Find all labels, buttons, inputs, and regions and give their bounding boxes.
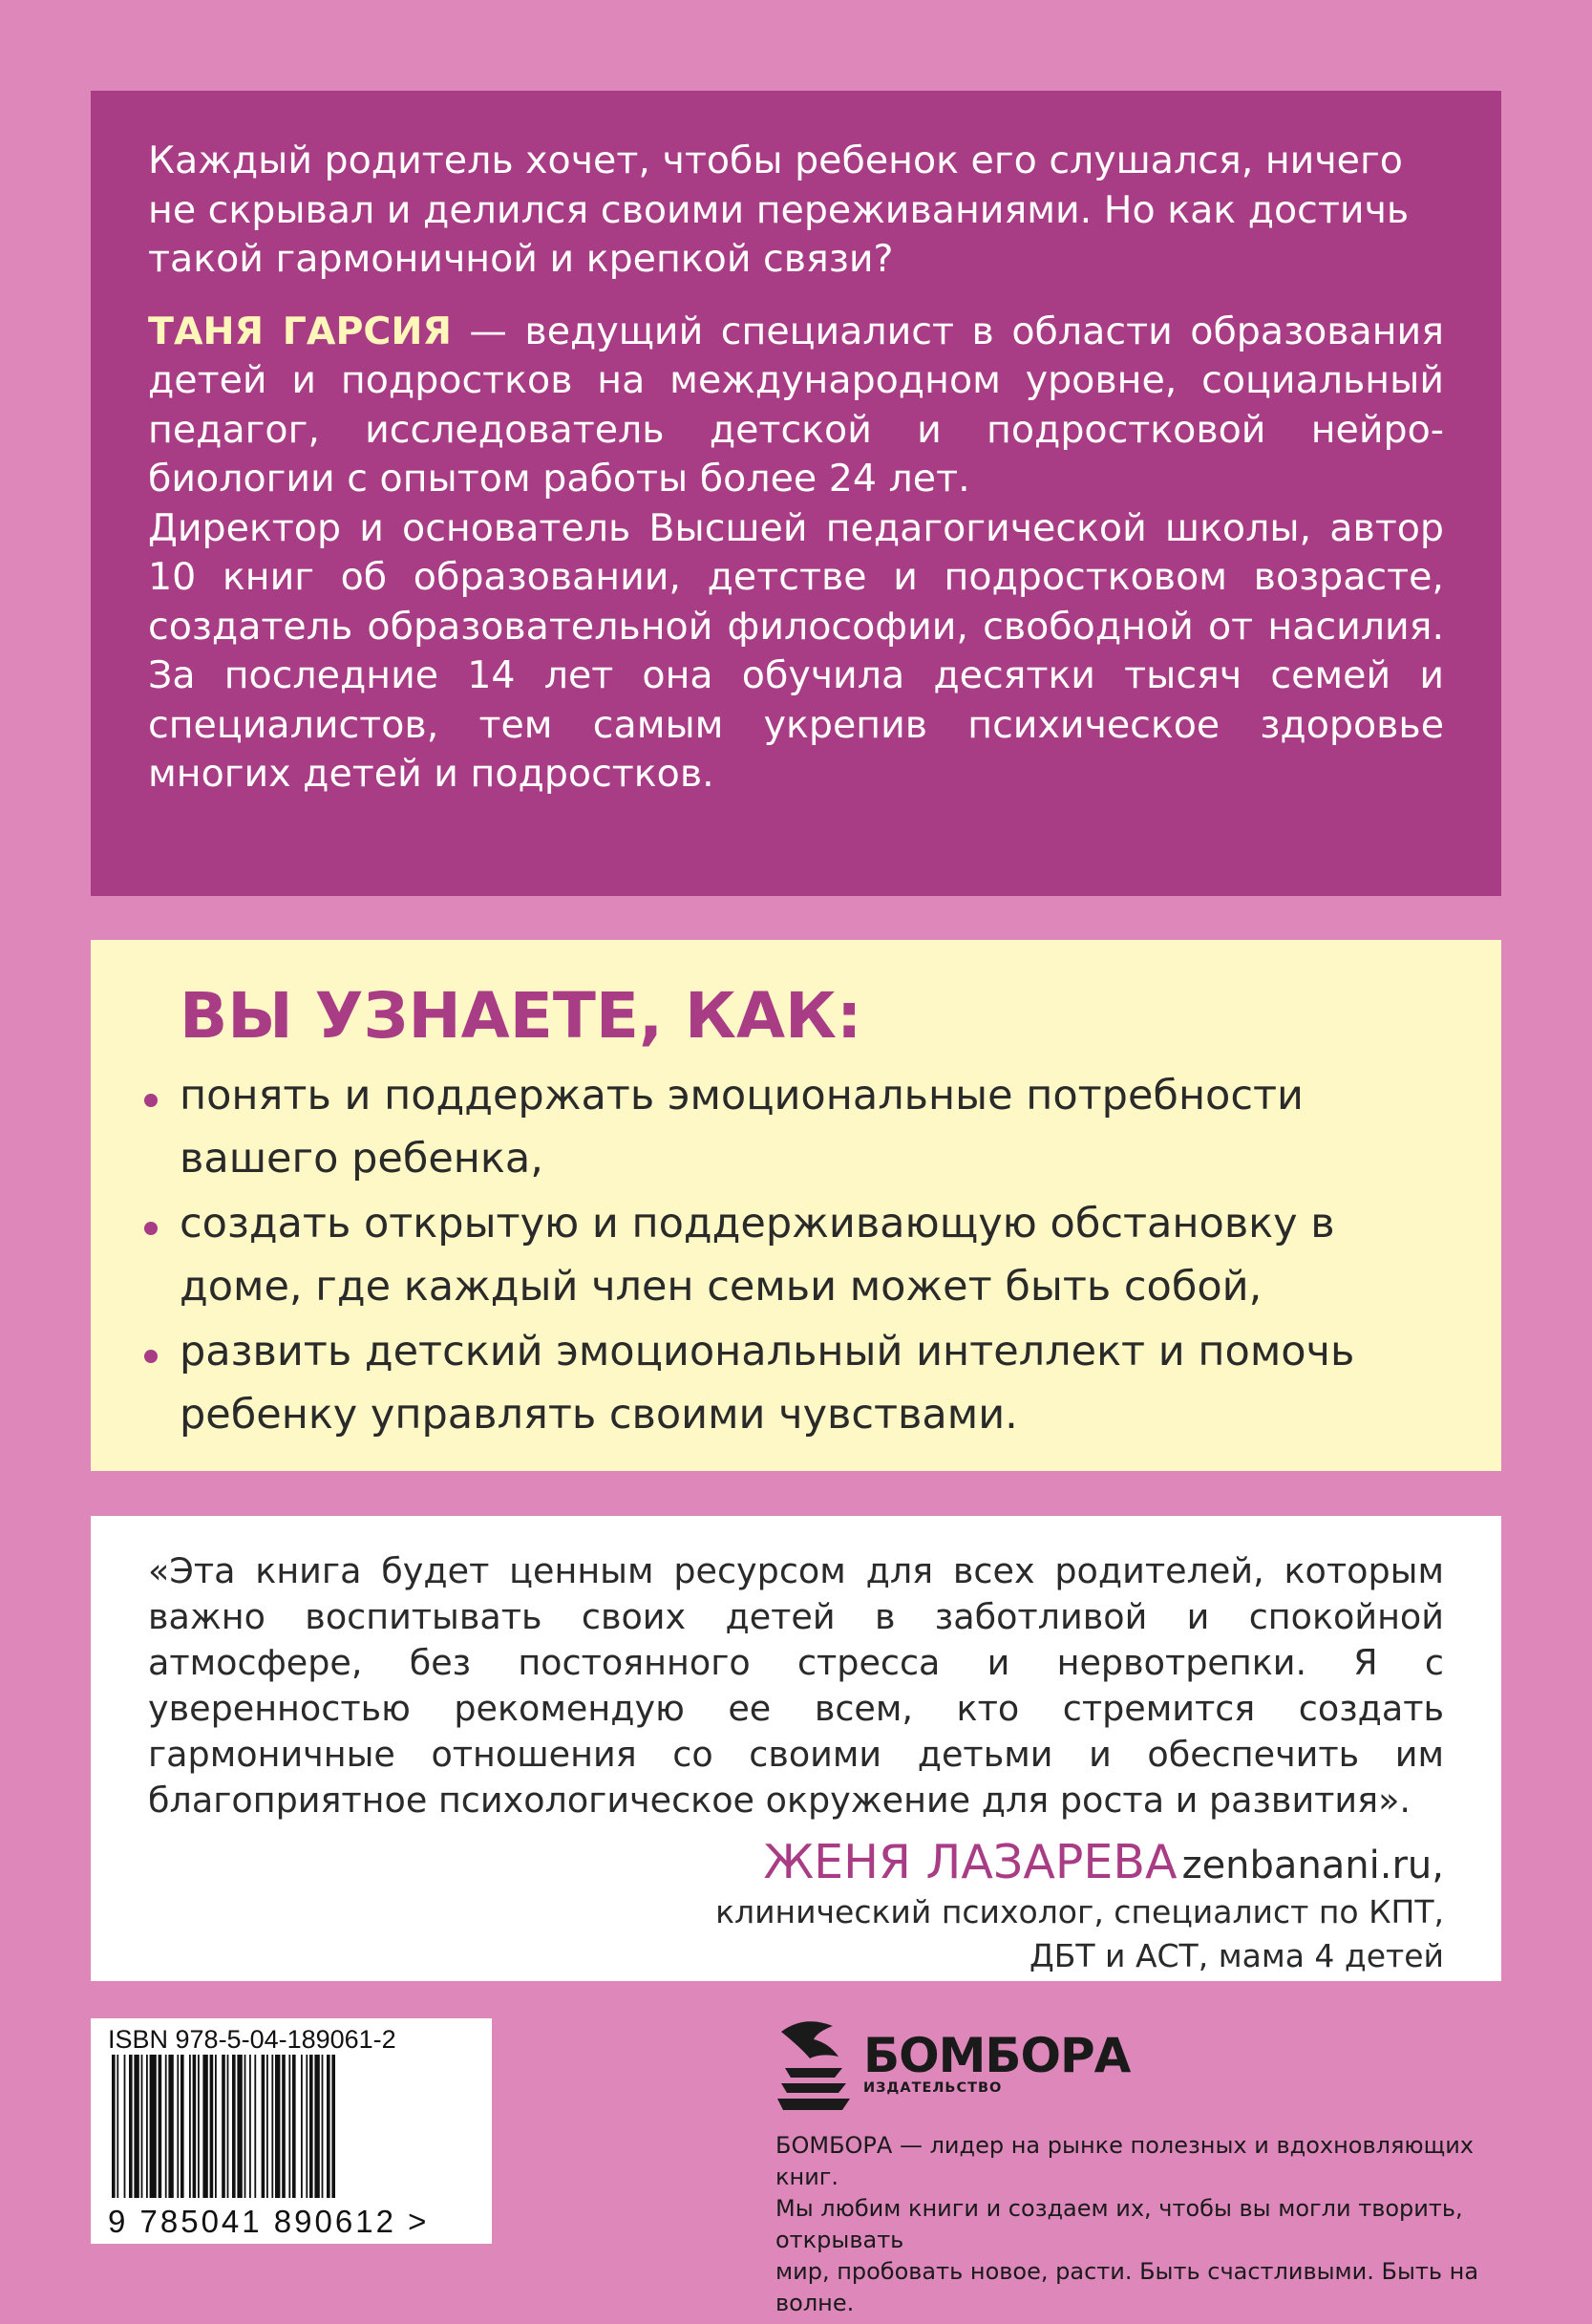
barcode-icon [108, 2055, 477, 2198]
reviewer-role-continued: ДБТ и АСТ, мама 4 детей [1029, 1937, 1444, 1974]
publisher-block [775, 2006, 1501, 2319]
learn-block [91, 940, 1501, 1471]
publisher-description-line: Мы любим книги и создаем их, чтобы вы могли творить, открывать [775, 2195, 1463, 2253]
author-bio-continued: Директор и основатель Высшей педагогической школы, автор 10 книг об образовании, детстве и подростковом возрасте, создатель образовательной философии, свободной от насилия. За последние 14 лет она обучила десятки тысяч семей и специалистов, тем самым укрепив психическое здоровье многих детей и подростков. [148, 505, 1444, 796]
publisher-description-line: мир, пробовать новое, расти. Быть счастливыми. Быть на волне. [775, 2258, 1479, 2316]
barcode-box [91, 2018, 492, 2244]
publisher-name: БОМБОРА [863, 2028, 1131, 2083]
author-name: ТАНЯ ГАРСИЯ [148, 309, 452, 353]
list-item-text: развить детский эмоциональный интеллект и помочь ребенку управлять своими чувствами. [180, 1328, 1355, 1439]
list-item-text: создать открытую и поддерживающую обстановку в доме, где каждый член семьи может быть собой, [180, 1200, 1335, 1311]
list-item [148, 1320, 1444, 1446]
list-item-text: понять и поддержать эмоциональные потребности вашего ребенка, [180, 1072, 1304, 1183]
publisher-description-line: БОМБОРА — лидер на рынке полезных и вдохновляющих книг. [775, 2132, 1474, 2190]
list-item [148, 1192, 1444, 1318]
reviewer-site: zenbanani.ru, [1181, 1844, 1444, 1887]
review-signature [148, 1835, 1444, 1978]
list-item [148, 1064, 1444, 1190]
author-bio-text: — ведущий специалист в области образования детей и подростков на международном уровне, социальный педагог, исследователь детской и подростковой нейробиологии с опытом работы более 24 лет. [148, 309, 1444, 501]
learn-title: ВЫ УЗНАЕТЕ, КАК: [180, 979, 862, 1053]
bullet-icon [144, 1094, 158, 1107]
isbn-label: ISBN 978-5-04-189061-2 [108, 2025, 396, 2054]
reviewer-name: ЖЕНЯ ЛАЗАРЕВА [763, 1835, 1178, 1889]
review-block [91, 1516, 1501, 1981]
publisher-emblem-icon [775, 2011, 850, 2116]
publisher-logo [775, 2006, 1501, 2121]
barcode-digits: 9 785041 890612 > [108, 2204, 430, 2239]
publisher-wordmark [863, 2028, 1131, 2096]
publisher-subtitle: ИЗДАТЕЛЬСТВО [863, 2080, 1003, 2096]
review-quote: «Эта книга будет ценным ресурсом для всех родителей, которым важно воспитывать своих детей в заботливой и спокойной атмосфере, без постоянного стресса и нервотрепки. Я с уверенностью рекомендую ее всем, кто стремится создать гармоничные отношения со своими детьми и обеспечить им благоприятное психологическое окружение для роста и развития». [148, 1550, 1444, 1821]
author-block [91, 91, 1501, 896]
intro-text: Каждый родитель хочет, чтобы ребенок его слушался, ничего не скрывал и делился своими переживаниями. Но как достичь такой гармоничной и крепкой связи? [148, 139, 1410, 281]
bullet-icon [144, 1222, 158, 1235]
publisher-description [775, 2130, 1501, 2319]
learn-list [148, 1064, 1444, 1446]
reviewer-role: клинический психолог, специалист по КПТ, [715, 1893, 1444, 1930]
author-bio [148, 308, 1444, 504]
bullet-icon [144, 1350, 158, 1363]
